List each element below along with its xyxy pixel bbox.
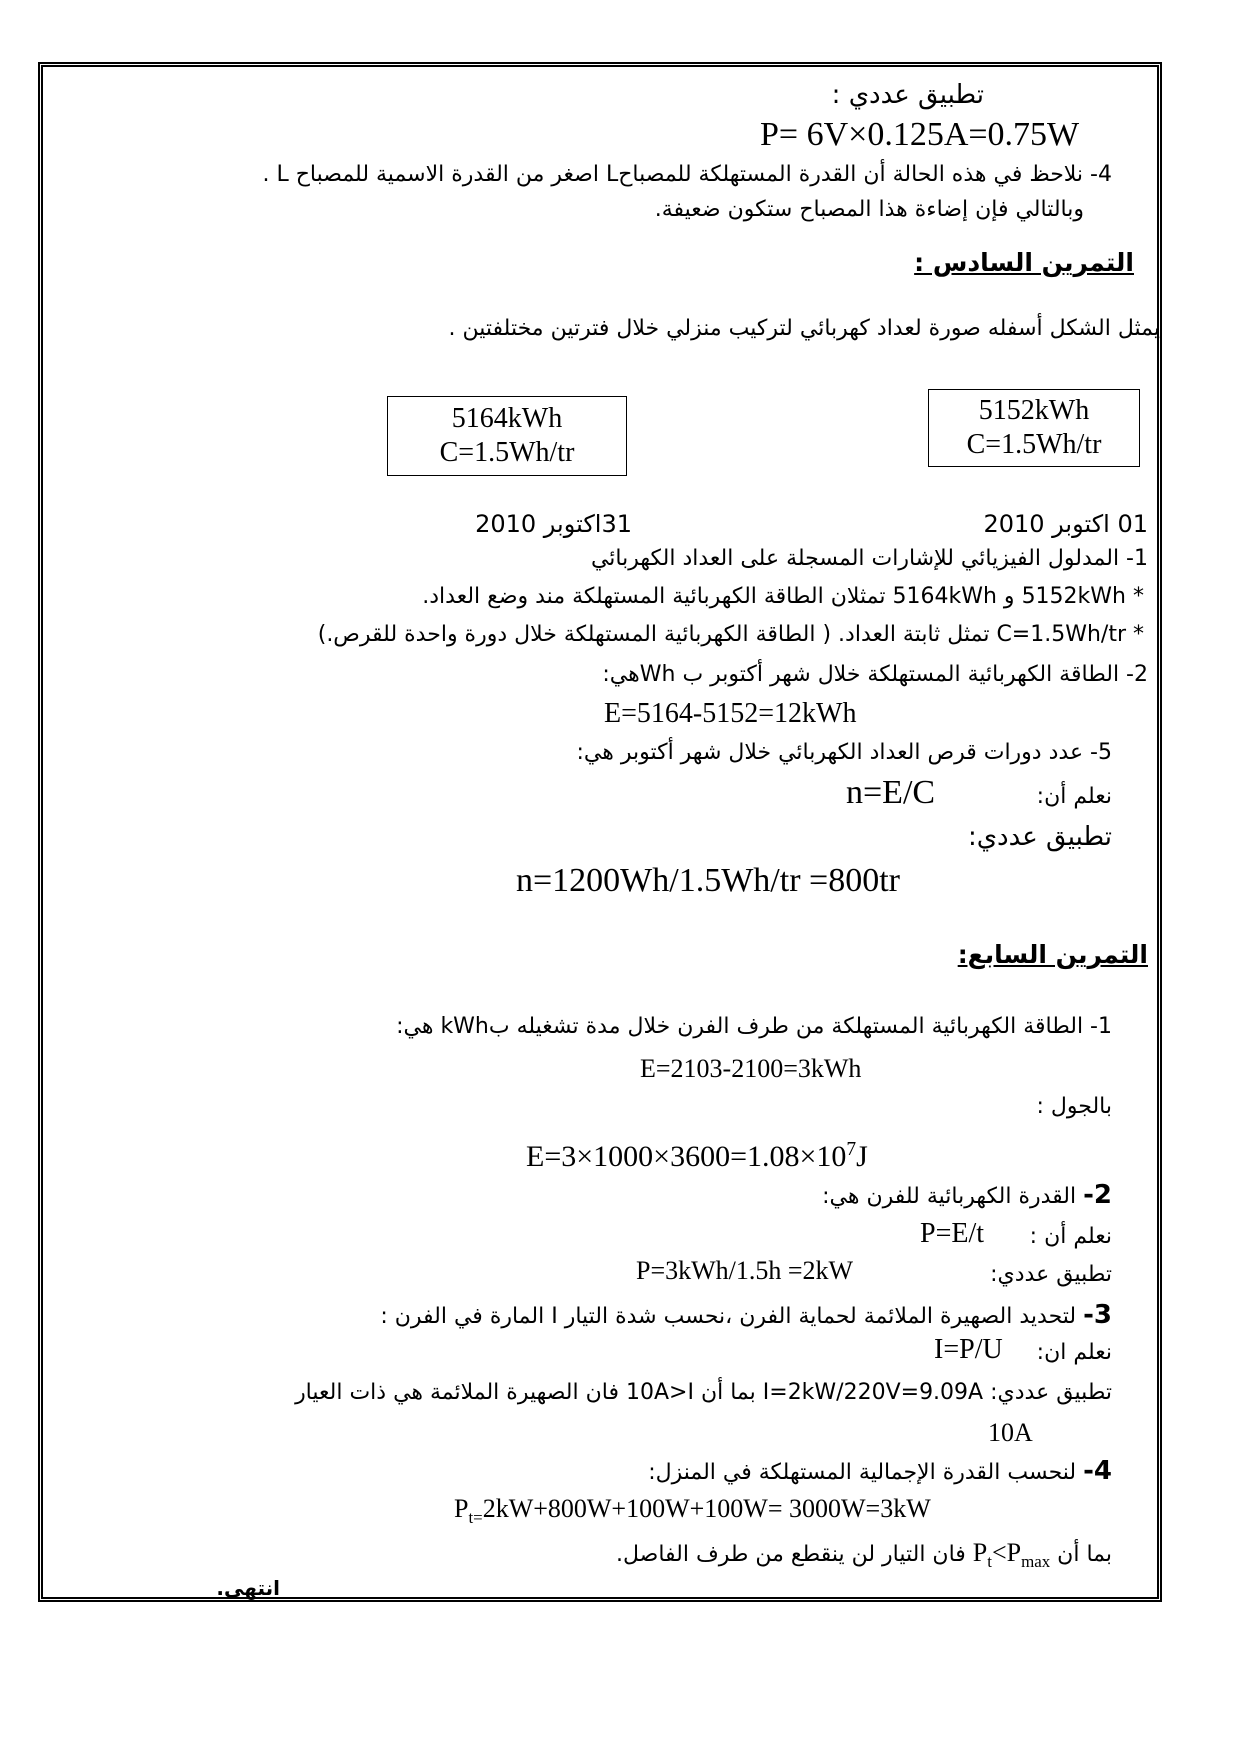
power-comparison: $P_t<P_{max}$	[972, 1538, 1051, 1572]
question-1-oven-energy: 1- الطاقة الكهربائية المستهلكة من طرف الفرن خلال مدة تشغيله بkWh هي:	[396, 1014, 1112, 1039]
observation-line-2: وبالتالي فإن إضاءة هذا المصباح ستكون ضعيفة.	[654, 197, 1084, 222]
known-label-turns: نعلم أن:	[1036, 784, 1112, 809]
meter-constant-left: C=1.5Wh/tr	[439, 437, 575, 468]
meaning-energy-readings: * 5152kWh و 5164kWh تمثلان الطاقة الكهربائية المستهلكة مند وضع العداد.	[422, 584, 1144, 609]
exercise-6-title: التمرين السادس :	[914, 248, 1134, 277]
question-1-meaning: 1- المدلول الفيزيائي للإشارات المسجلة على العداد الكهربائي	[590, 546, 1148, 571]
in-joules-label: بالجول :	[1036, 1094, 1112, 1119]
total-power-formula: $P_{t=}2kW+800W+100W+100W= 3000W=3kW$	[454, 1494, 931, 1528]
oven-power-result: P=3kWh/1.5h =2kW	[636, 1256, 854, 1285]
exercise-6-statement: يمثل الشكل أسفله صورة لعداد كهربائي لتركيب منزلي خلال فترتين مختلفتين .	[448, 316, 1160, 341]
energy-formula-october: E=5164-5152=12kWh	[604, 698, 857, 729]
known-label-current: نعلم ان:	[1036, 1340, 1112, 1365]
oven-energy-joules: $E=3\times 1000\times 3600=1.08\times 10^7J$	[526, 1139, 868, 1173]
meter-date-left: 31اكتوبر 2010	[475, 510, 632, 538]
end-note: انتهى.	[216, 1576, 280, 1600]
turns-formula: n=E/C	[846, 774, 936, 811]
question-2-oven-power: 2- القدرة الكهربائية للفرن هي:	[822, 1180, 1112, 1210]
meter-constant-right: C=1.5Wh/tr	[966, 429, 1102, 460]
power-formula: P= 6V×0.125A=0.75W	[760, 116, 1080, 153]
meaning-meter-constant: * C=1.5Wh/tr تمثل ثابتة العداد. ( الطاقة الكهربائية المستهلكة خلال دورة واحدة للقرص.)	[317, 622, 1144, 647]
observation-line-1: 4- نلاحظ في هذه الحالة أن القدرة المستهلكة للمصباحL اصغر من القدرة الاسمية للمصباح L .	[262, 162, 1112, 187]
oven-energy-kwh: E=2103-2100=3kWh	[640, 1054, 862, 1083]
breaker-conclusion: بما أن $P_t<P_{max}$ فان التيار لن ينقطع من طرف الفاصل.	[615, 1538, 1112, 1572]
numerical-application-turns: تطبيق عددي:	[967, 822, 1112, 852]
meter-date-right: 01 اكتوبر 2010	[983, 510, 1148, 538]
question-4-total-power: 4- لنحسب القدرة الإجمالية المستهلكة في المنزل:	[648, 1456, 1112, 1486]
meter-energy-left: 5164kWh	[451, 403, 563, 435]
power-definition: P=E/t	[920, 1218, 985, 1249]
fuse-calculation: تطبيق عددي: I=2kW/220V=9.09A بما أن 10A>I فان الصهيرة الملائمة هي ذات العيار	[295, 1380, 1112, 1405]
known-label-power: نعلم أن :	[1029, 1224, 1112, 1249]
meter-reading-box-left	[387, 396, 627, 476]
current-formula: I=P/U	[934, 1334, 1003, 1365]
question-2-energy: 2- الطاقة الكهربائية المستهلكة خلال شهر أكتوبر ب Whهي:	[602, 662, 1148, 687]
meter-reading-box-right	[928, 389, 1140, 467]
question-3-fuse: 3- لتحديد الصهيرة الملائمة لحماية الفرن ،نحسب شدة التيار I المارة في الفرن :	[380, 1300, 1112, 1330]
question-5-turns: 5- عدد دورات قرص العداد الكهربائي خلال شهر أكتوبر هي:	[576, 740, 1112, 765]
numerical-application-power-label: تطبيق عددي:	[990, 1262, 1112, 1287]
meter-energy-right: 5152kWh	[978, 395, 1090, 427]
turns-result: n=1200Wh/1.5Wh/tr =800tr	[516, 862, 900, 899]
exercise-7-title: التمرين السابع:	[957, 940, 1148, 969]
fuse-rating: 10A	[988, 1418, 1033, 1447]
numerical-application-heading: تطبيق عددي :	[831, 80, 984, 110]
